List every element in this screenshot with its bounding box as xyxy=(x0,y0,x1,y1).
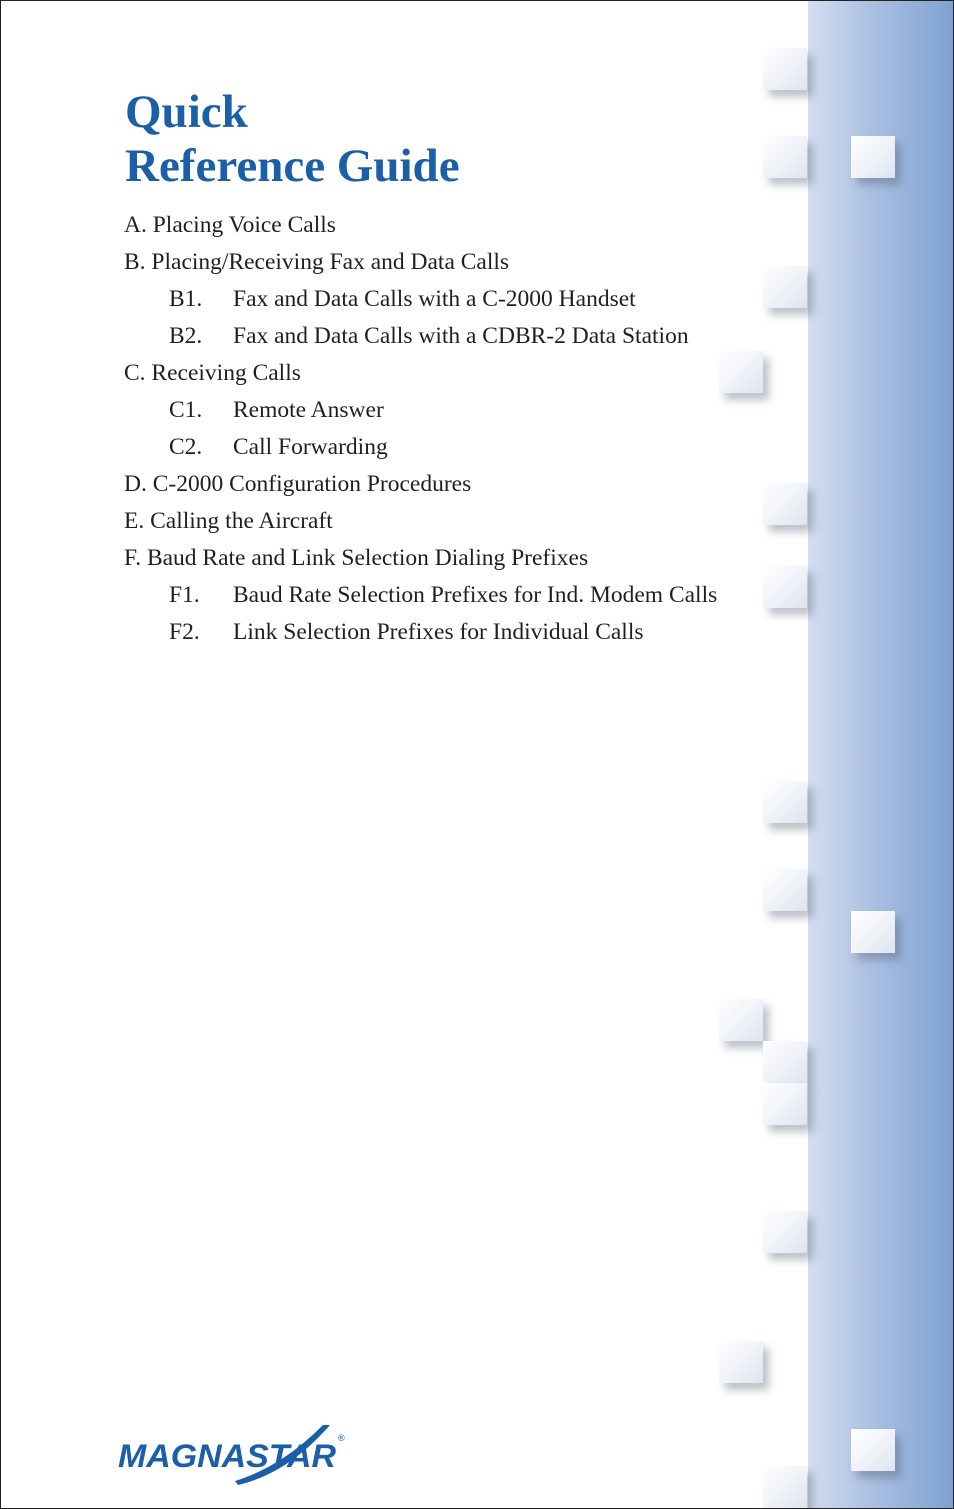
title-line-2: Reference Guide xyxy=(125,140,460,192)
toc-item: B. Placing/Receiving Fax and Data Calls xyxy=(124,249,510,275)
decorative-tile xyxy=(763,869,807,911)
decorative-tile xyxy=(719,1341,763,1383)
toc-item: C. Receiving Calls xyxy=(124,360,301,386)
table-of-contents xyxy=(124,207,717,651)
toc-subitem: B1. Fax and Data Calls with a C-2000 Handset xyxy=(169,286,636,312)
toc-subitem: B2. Fax and Data Calls with a CDBR-2 Data Station xyxy=(169,323,689,349)
decorative-tile xyxy=(763,566,807,608)
toc-subitem: C2. Call Forwarding xyxy=(169,434,388,460)
decorative-tile xyxy=(763,48,807,90)
toc-item: A. Placing Voice Calls xyxy=(124,212,336,238)
toc-item: D. C-2000 Configuration Procedures xyxy=(124,471,472,497)
toc-subitem: F2. Link Selection Prefixes for Individual Calls xyxy=(169,619,644,645)
decorative-tile xyxy=(763,136,807,178)
page-title xyxy=(125,85,460,193)
decorative-side-band xyxy=(808,1,953,1508)
decorative-tile xyxy=(763,1466,807,1508)
title-line-1: Quick xyxy=(125,86,248,138)
decorative-tile xyxy=(719,351,763,393)
toc-subitem: F1. Baud Rate Selection Prefixes for Ind. Modem Calls xyxy=(169,582,718,608)
magnastar-logo xyxy=(117,1419,349,1485)
toc-subitem: C1. Remote Answer xyxy=(169,397,384,423)
decorative-tile xyxy=(763,1211,807,1253)
decorative-tile xyxy=(851,1429,895,1471)
decorative-tile xyxy=(719,999,763,1041)
decorative-tile xyxy=(763,483,807,525)
decorative-tile xyxy=(851,911,895,953)
decorative-tile xyxy=(763,1083,807,1125)
decorative-tile xyxy=(763,1041,807,1083)
logo-text: MAGNASTAR xyxy=(118,1438,336,1474)
toc-item: F. Baud Rate and Link Selection Dialing Prefixes xyxy=(124,545,589,571)
decorative-tile xyxy=(763,781,807,823)
decorative-tile xyxy=(851,136,895,178)
decorative-tile xyxy=(763,266,807,308)
registered-mark: ® xyxy=(338,1433,345,1443)
toc-item: E. Calling the Aircraft xyxy=(124,508,333,534)
